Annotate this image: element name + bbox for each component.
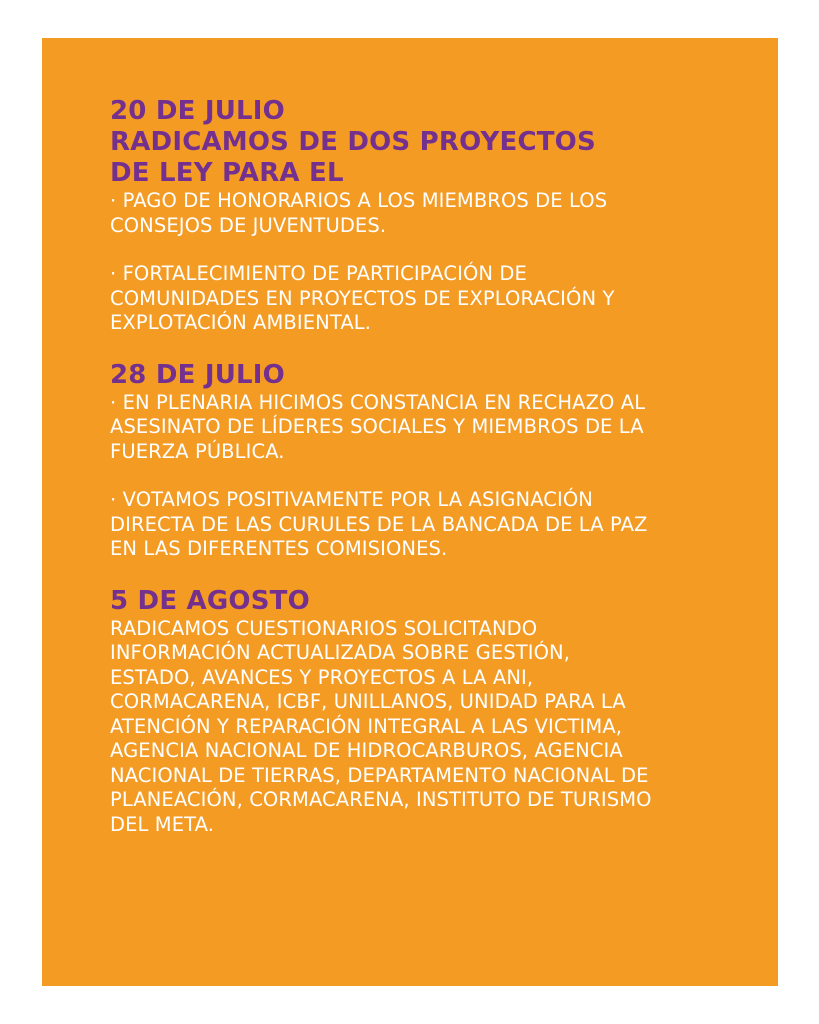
section-heading-28-julio: 28 DE JULIO [110, 359, 285, 390]
spacer [110, 336, 760, 360]
content-column [110, 96, 760, 837]
spacer [110, 238, 760, 262]
spacer [110, 562, 760, 586]
paragraph-fortalecimiento: · FORTALECIMIENTO DE PARTICIPACIÓN DE COMUNIDADES EN PROYECTOS DE EXPLORACIÓN Y EXPLOTACIÓN AMBIENTAL. [110, 262, 615, 334]
heading-line: 20 DE JULIO RADICAMOS DE DOS PROYECTOS DE LEY PARA EL [110, 96, 596, 188]
section-heading-5-agosto: 5 DE AGOSTO [110, 585, 310, 616]
paragraph-plenaria: · EN PLENARIA HICIMOS CONSTANCIA EN RECHAZO AL ASESINATO DE LÍDERES SOCIALES Y MIEMBROS DE LA FUERZA PÚBLICA. [110, 390, 646, 463]
section-heading-20-julio [110, 96, 760, 189]
paragraph-votamos: · VOTAMOS POSITIVAMENTE POR LA ASIGNACIÓN DIRECTA DE LAS CURULES DE LA BANCADA DE LA PAZ EN LAS DIFERENTES COMISIONES. [110, 488, 648, 560]
orange-panel [42, 38, 778, 986]
spacer [110, 464, 760, 488]
paragraph-cuestionarios: RADICAMOS CUESTIONARIOS SOLICITANDO INFORMACIÓN ACTUALIZADA SOBRE GESTIÓN, ESTADO, AVANCES Y PROYECTOS A LA ANI, CORMACARENA, ICBF, UNILLANOS, UNIDAD PARA LA ATENCIÓN Y REPARACIÓN INTEGRAL A LAS VICTIMA, AGENCIA NACIONAL DE HIDROCARBUROS, AGENCIA NACIONAL DE TIERRAS, DEPARTAMENTO NACIONAL DE PLANEACIÓN, CORMACARENA, INSTITUTO DE TURISMO DEL META. [110, 616, 652, 836]
paragraph-honorarios: · PAGO DE HONORARIOS A LOS MIEMBROS DE LOS CONSEJOS DE JUVENTUDES. [110, 189, 608, 237]
